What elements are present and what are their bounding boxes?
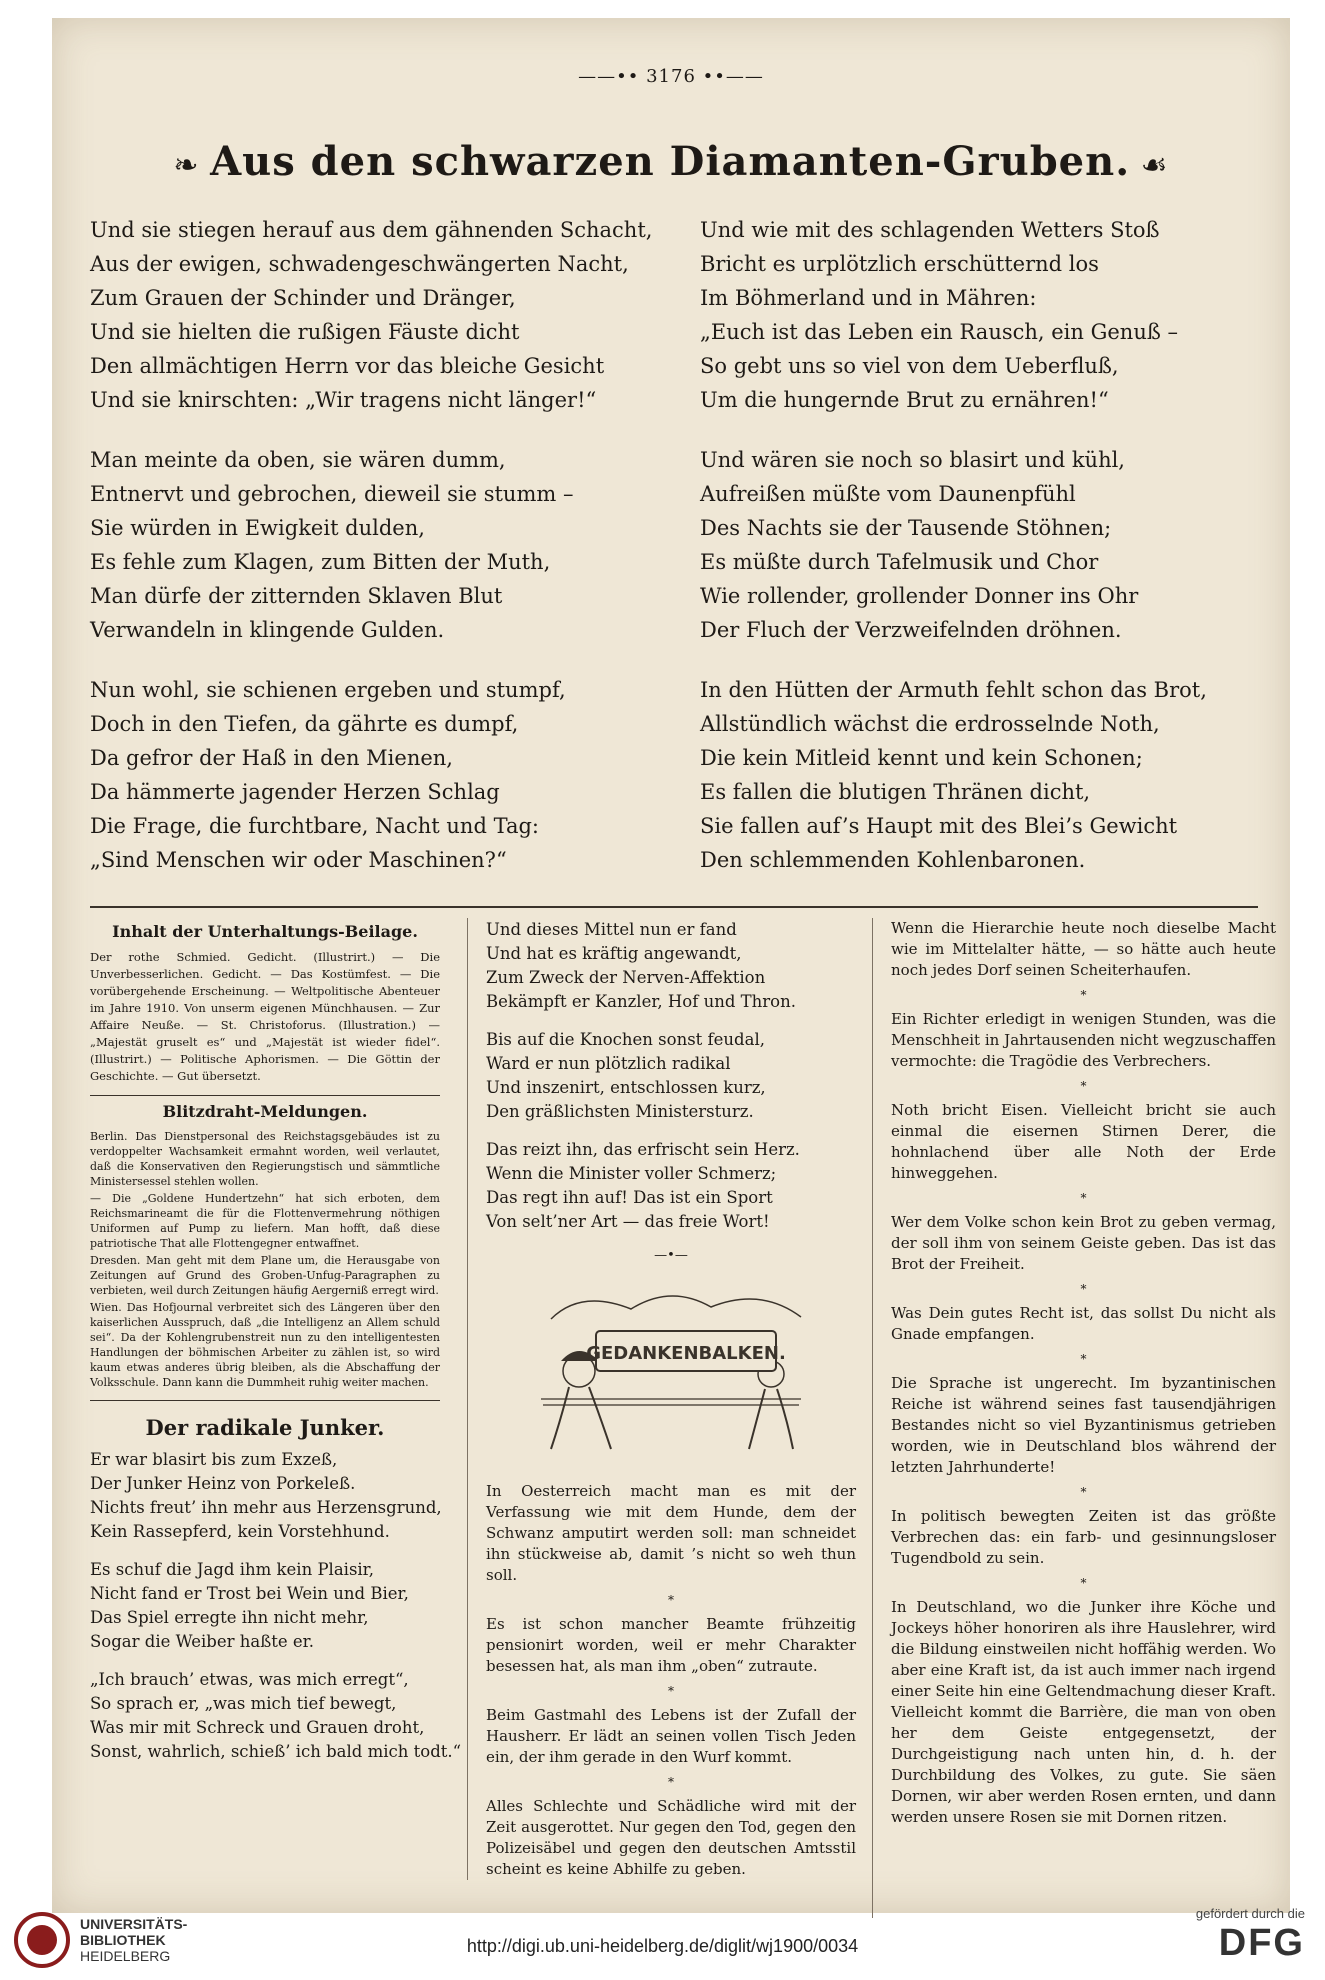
news-item: — Die „Goldene Hundertzehn“ hat sich erboten, dem Reichsmarineamt die für die Flottenvermehrung nöthigen Uniformen auf Pump zu liefern. Man hofft, daß diese patriotische That alle Flottengegner entwaffnet. [90, 1192, 440, 1250]
verse-line: „Euch ist das Leben ein Rausch, ein Genuß – [700, 320, 1179, 344]
verse-line: Man dürfe der zitternden Sklaven Blut [90, 584, 503, 608]
separator-star: * [1080, 1576, 1087, 1590]
stanza [486, 1028, 856, 1124]
funder-caption: gefördert durch die [1195, 1906, 1305, 1921]
verse-line: Nicht fand er Trost bei Wein und Bier, [90, 1584, 409, 1603]
verse-line: Und sie hielten die rußigen Fäuste dicht [90, 320, 520, 344]
separator-star: * [1080, 988, 1087, 1002]
verse-line: Zum Zweck der Nerven-Affektion [486, 968, 766, 987]
news-heading: Blitzdraht-Meldungen. [162, 1102, 368, 1121]
column-1 [90, 918, 462, 1778]
aphorism: Die Sprache ist ungerecht. Im byzantinischen Reiche ist während seines fast tausendjährigen Bestandes nicht so viel Byzantinismus getrieben worden, wie in Deutschland blos während der letzten Jahrhunderte! [891, 1374, 1276, 1476]
stanza [90, 1668, 462, 1764]
page-number: ——•• 3176 ••—— [578, 66, 764, 87]
verse-line: Sogar die Weiber haßte er. [90, 1632, 314, 1651]
stanza [90, 1558, 440, 1654]
funder-logo [1125, 1906, 1305, 1974]
junker-heading: Der radikale Junker. [145, 1415, 385, 1440]
verse-line: Im Böhmerland und in Mähren: [700, 286, 1037, 310]
verse-line: Den allmächtigen Herrn vor das bleiche Gesicht [90, 354, 605, 378]
verse-line: So sprach er, „was mich tief bewegt, [90, 1694, 397, 1713]
figure-body-icon [749, 1389, 793, 1449]
separator-star: * [668, 1775, 674, 1789]
verse-line: Zum Grauen der Schinder und Dränger, [90, 286, 516, 310]
verse-line: Allstündlich wächst die erdrosselnde Noth, [700, 712, 1160, 736]
verse-line: Es fallen die blutigen Thränen dicht, [700, 780, 1091, 804]
verse-line: Es müßte durch Tafelmusik und Chor [700, 550, 1099, 574]
verse-line: Da hämmerte jagender Herzen Schlag [90, 780, 500, 804]
vignette-smoke [551, 1296, 801, 1319]
verse-line: Aufreißen müßte vom Daunenpfühl [700, 482, 1076, 506]
poem-right-column [700, 213, 1270, 903]
verse-line: Die Frage, die furchtbare, Nacht und Tag: [90, 814, 539, 838]
verse-line: Und sie knirschten: „Wir tragens nicht länger!“ [90, 388, 597, 412]
library-name: UNIVERSITÄTS- BIBLIOTHEK HEIDELBERG [80, 1916, 188, 1964]
aphorism: Wenn die Hierarchie heute noch dieselbe Macht wie im Mittelalter hätte, — so hätte auch heute noch jedes Dorf seinen Scheiterhaufen. [891, 919, 1276, 979]
separator-star: * [1080, 1485, 1087, 1499]
verse-line: Es schuf die Jagd ihm kein Plaisir, [90, 1560, 375, 1579]
aphorism: Noth bricht Eisen. Vielleicht bricht sie auch einmal die eisernen Stirnen Derer, die hohnlachend über alle Noth der Erde hinweggehen. [891, 1101, 1276, 1182]
separator-star: * [668, 1593, 674, 1607]
verse-line: Sie fallen auf’s Haupt mit des Blei’s Gewicht [700, 814, 1178, 838]
source-url[interactable]: http://digi.ub.uni-heidelberg.de/diglit/wj1900/0034 [466, 1936, 859, 1956]
verse-line: Das regt ihn auf! Das ist ein Sport [486, 1188, 773, 1207]
gedankenbalken-vignette [521, 1279, 821, 1457]
verse-line: Das reizt ihn, das erfrischt sein Herz. [486, 1140, 800, 1159]
verse-line: Man meinte da oben, sie wären dumm, [90, 448, 506, 472]
verse-line: Bis auf die Knochen sonst feudal, [486, 1030, 765, 1049]
stanza [90, 673, 660, 877]
aphorisms-col2 [486, 1481, 856, 1880]
verse-line: Und wie mit des schlagenden Wetters Stoß [700, 218, 1160, 242]
stanza [90, 1448, 440, 1544]
stanza [90, 213, 660, 417]
aphorism: Ein Richter erledigt in wenigen Stunden, was die Menschheit in Jahrtausenden nicht wegzuschaffen vermochte: die Tragödie des Verbrechers. [891, 1010, 1276, 1070]
verse-line: Sonst, wahrlich, schieß’ ich bald mich todt.“ [90, 1742, 462, 1761]
rule [90, 1095, 440, 1096]
aphorism: Beim Gastmahl des Lebens ist der Zufall der Hausherr. Er lädt an seinen vollen Tisch Jeden ein, der ihm gerade in den Wurf kommt. [486, 1706, 856, 1766]
page-title: ❧ Aus den schwarzen Diamanten-Gruben. ☙ [173, 138, 1169, 185]
verse-line: Nun wohl, sie schienen ergeben und stumpf, [90, 678, 566, 702]
news-item: Dresden. Man geht mit dem Plane um, die Herausgabe von Zeitungen auf Grund des Groben-Unfug-Paragraphen zu verbieten, weil durch Zeitungen häufig Aergerniß erregt wird. [90, 1254, 440, 1297]
verse-line: So gebt uns so viel von dem Ueberfluß, [700, 354, 1119, 378]
verse-line: Den gräßlichsten Ministersturz. [486, 1102, 754, 1121]
ornament-divider: —•— [654, 1248, 688, 1263]
separator-star: * [1080, 1282, 1087, 1296]
aphorisms-col3 [891, 918, 1276, 1828]
contents-text: Der rothe Schmied. Gedicht. (Illustrirt.) — Die Unverbesserlichen. Gedicht. — Das Kostümfest. — Die vorübergehende Erscheinung. — Weltpolitische Abenteuer im Jahre 1910. Von unserm eigenen Münchhausen. — Zur Affaire Neuße. — St. Christoforus. (Illustration.) — „Majestät gruselt es“ und „Majestät ist wieder fidel“. (Illustrirt.) — Politische Aphorismen. — Die Göttin der Geschichte. — Gut übersetzt. [90, 950, 440, 1083]
verse-line: Und sie stiegen herauf aus dem gähnenden Schacht, [90, 218, 653, 242]
column-2 [467, 918, 856, 1880]
verse-line: Sie würden in Ewigkeit dulden, [90, 516, 425, 540]
verse-line: Des Nachts sie der Tausende Stöhnen; [700, 516, 1112, 540]
verse-line: Nichts freut’ ihn mehr aus Herzensgrund, [90, 1498, 442, 1517]
column-3 [872, 918, 1276, 1918]
verse-line: Und wären sie noch so blasirt und kühl, [700, 448, 1125, 472]
verse-line: Der Fluch der Verzweifelnden dröhnen. [700, 618, 1122, 642]
aphorism: In politisch bewegten Zeiten ist das größte Verbrechen das: ein farb- und gesinnungsloser Tugendbold zu sein. [891, 1507, 1276, 1567]
funder-mark: DFG [1218, 1922, 1305, 1964]
verse-line: Ward er nun plötzlich radikal [486, 1054, 731, 1073]
separator-star: * [1080, 1079, 1087, 1093]
verse-line: Aus der ewigen, schwadengeschwängerten Nacht, [90, 252, 629, 276]
verse-line: Es fehle zum Klagen, zum Bitten der Muth, [90, 550, 551, 574]
figure-body-icon [551, 1387, 611, 1449]
stanza [700, 443, 1270, 647]
verse-line: Bekämpft er Kanzler, Hof und Thron. [486, 992, 796, 1011]
news-item: Wien. Das Hofjournal verbreitet sich des Längeren über den kaiserlichen Ausspruch, daß „die Intelligenz an Allem schuld sei“. Da der Kohlengrubenstreit nun zu den intelligentesten Handlungen der böhmischen Arbeiter zu zählen ist, so wird kaum etwas anderes übrig bleiben, als die Abschaffung der Volksschule. Dann kann die Dummheit ruhig weiter machen. [90, 1301, 440, 1389]
verse-line: Kein Rassepferd, kein Vorstehhund. [90, 1522, 390, 1541]
rule [90, 1400, 440, 1401]
verse-line: Das Spiel erregte ihn nicht mehr, [90, 1608, 369, 1627]
verse-line: Doch in den Tiefen, da gährte es dumpf, [90, 712, 519, 736]
section-divider [90, 906, 1258, 908]
verse-line: Und dieses Mittel nun er fand [486, 920, 737, 939]
verse-line: Der Junker Heinz von Porkeleß. [90, 1474, 356, 1493]
contents-heading: Inhalt der Unterhaltungs-Beilage. [112, 922, 418, 941]
aphorism: Was Dein gutes Recht ist, das sollst Du nicht als Gnade empfangen. [891, 1304, 1276, 1343]
news-list [90, 1129, 440, 1390]
verse-line: Den schlemmenden Kohlenbaronen. [700, 848, 1086, 872]
poem-left-column [90, 213, 660, 903]
aphorism: Alles Schlechte und Schädliche wird mit der Zeit ausgerottet. Nur gegen den Tod, gegen den Polizeisäbel und gegen den deutschen Amtsstil scheint es keine Abhilfe zu geben. [486, 1797, 856, 1878]
verse-line: Da gefror der Haß in den Mienen, [90, 746, 453, 770]
verse-line: Wie rollender, grollender Donner ins Ohr [700, 584, 1139, 608]
verse-line: Um die hungernde Brut zu ernähren!“ [700, 388, 1109, 412]
verse-line: Verwandeln in klingende Gulden. [90, 618, 445, 642]
verse-line: Die kein Mitleid kennt und kein Schonen; [700, 746, 1143, 770]
aphorism: Wer dem Volke schon kein Brot zu geben vermag, der soll ihm von seinem Geiste geben. Das ist das Brot der Freiheit. [891, 1213, 1276, 1273]
verse-line: Und hat es kräftig angewandt, [486, 944, 742, 963]
separator-star: * [1080, 1191, 1087, 1205]
verse-line: Entnervt und gebrochen, dieweil sie stumm – [90, 482, 574, 506]
aphorism: In Deutschland, wo die Junker ihre Köche und Jockeys höher honoriren als ihre Hauslehrer, wird die Bildung einstweilen nicht hoffähig werden. Wo aber eine Kraft ist, da ist auch immer nach irgend einer Seite hin eine Geltendmachung dieser Kraft. Vielleicht kommt die Barrière, die man von oben her dem Geiste entgegensetzt, der Durchgeistigung nach unten hin, d. h. der Durchbildung des Volkes, zu gute. Sie säen Dornen, wir aber werden Rosen ernten, und dann werden unsere Rosen sie mit Dornen ritzen. [891, 1598, 1276, 1826]
verse-line: „Ich brauch’ etwas, was mich erregt“, [90, 1670, 409, 1689]
vignette-label: GEDANKENBALKEN. [586, 1343, 786, 1364]
separator-star: * [1080, 1352, 1087, 1366]
aphorism: In Oesterreich macht man es mit der Verfassung wie mit dem Hunde, dem der Schwanz amputirt werden soll: man schneidet ihn stückweise ab, damit ’s nicht so weh thun soll. [486, 1482, 856, 1584]
news-item: Berlin. Das Dienstpersonal des Reichstagsgebäudes ist zu verdoppelter Wachsamkeit ermahnt worden, weil verlautet, daß die Konservativen den Regierungstisch und sämmtliche Ministersessel stehlen wollen. [90, 1130, 440, 1188]
aphorism: Es ist schon mancher Beamte frühzeitig pensionirt worden, weil er mehr Charakter besessen hat, als man ihm „oben“ zutraute. [486, 1615, 856, 1675]
verse-line: Bricht es urplötzlich erschütternd los [700, 252, 1099, 276]
verse-line: Von selt’ner Art — das freie Wort! [486, 1212, 770, 1231]
verse-line: Er war blasirt bis zum Exzeß, [90, 1450, 338, 1469]
junker-poem-continued [486, 918, 856, 1234]
stanza [700, 213, 1270, 417]
newspaper-page [52, 18, 1290, 1913]
verse-line: In den Hütten der Armuth fehlt schon das Brot, [700, 678, 1207, 702]
stanza [90, 443, 660, 647]
stanza [486, 918, 856, 1014]
verse-line: Und inszenirt, entschlossen kurz, [486, 1078, 766, 1097]
stanza [486, 1138, 856, 1234]
verse-line: Was mir mit Schreck und Grauen droht, [90, 1718, 425, 1737]
junker-poem [90, 1448, 462, 1764]
verse-line: Wenn die Minister voller Schmerz; [486, 1164, 777, 1183]
verse-line: „Sind Menschen wir oder Maschinen?“ [90, 848, 507, 872]
separator-star: * [668, 1684, 674, 1698]
stanza [700, 673, 1270, 877]
